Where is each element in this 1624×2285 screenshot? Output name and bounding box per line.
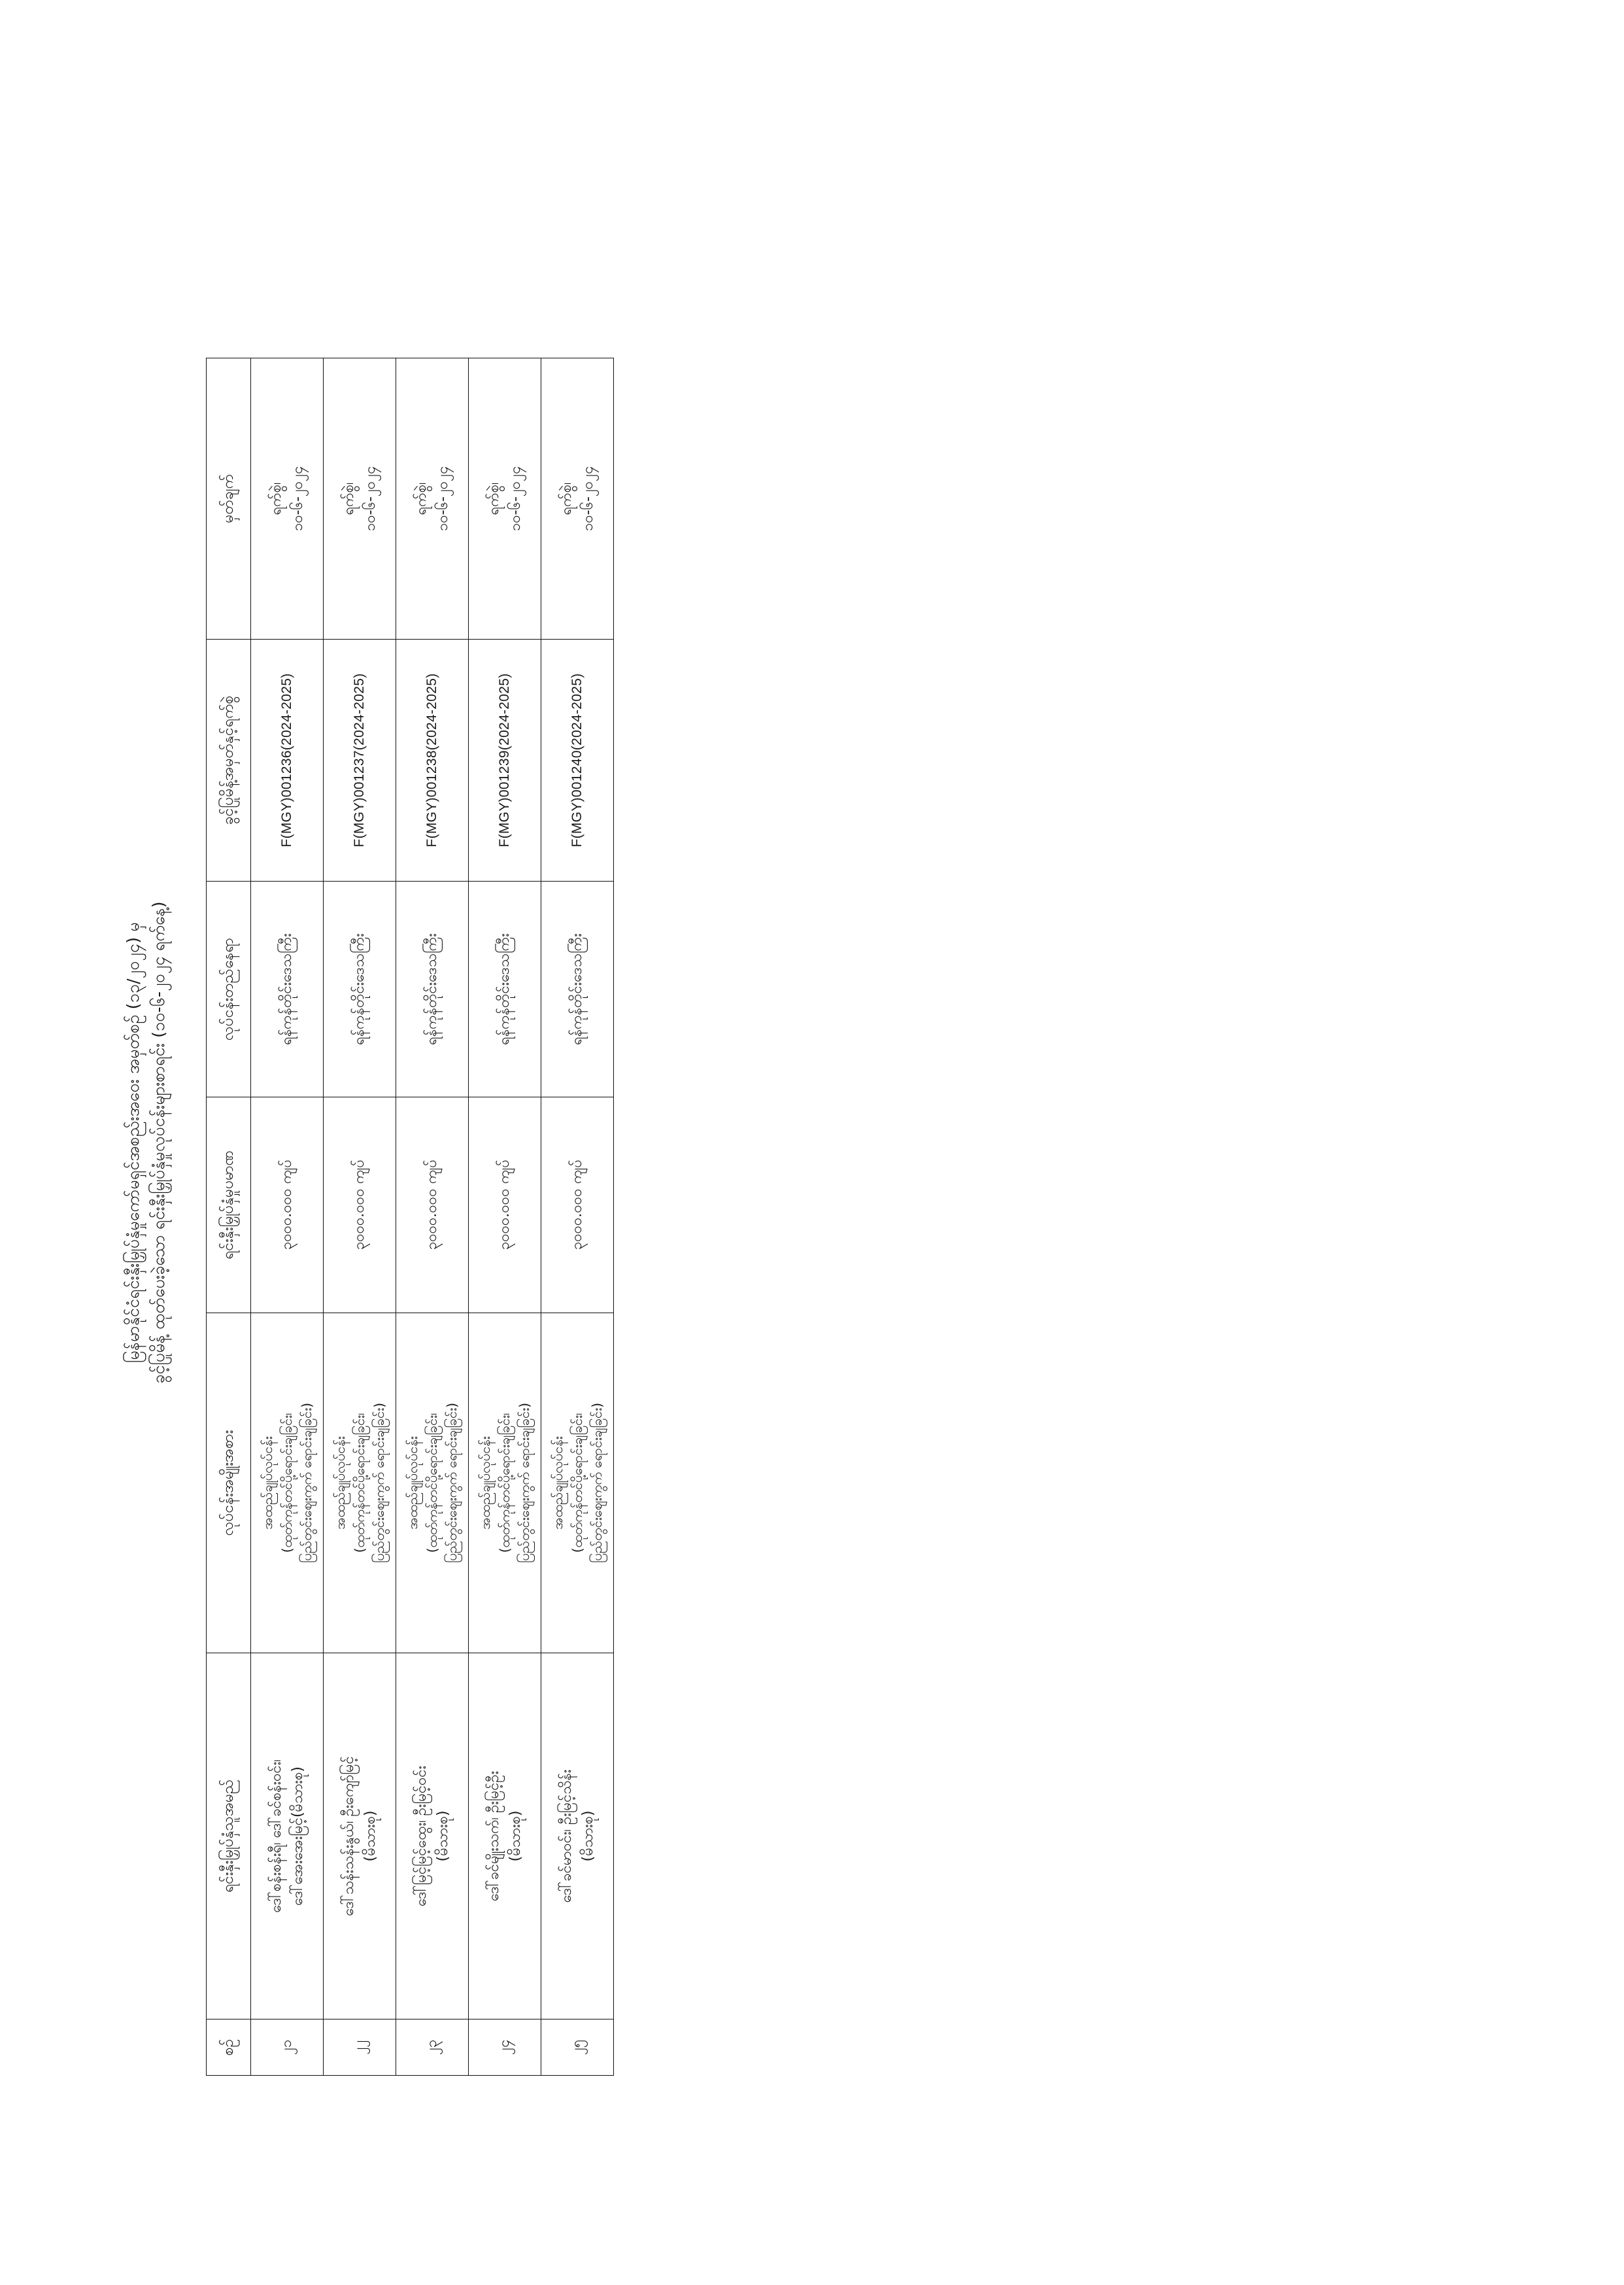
document-title xyxy=(121,132,172,2153)
investment-permits-table xyxy=(206,205,614,2076)
cell-amount: ၃၀၀ဝ.၀၀၀ ကျပ် xyxy=(323,1097,396,1313)
cell-location: ရန်ကုန်တိုင်းဒေသကြီး xyxy=(468,882,541,1097)
cell-business: အထည်ချုပ်လုပ်ငန်း (ထုတ်ကုန်တင်ပို့ရောင်းချခြင်း၊ ပြည်တွင်းဈေးကွက် ရောင်းချခြင်း) xyxy=(323,1313,396,1653)
column-header-business: လုပ်ငန်းအမျိုးအစား xyxy=(207,1313,251,1653)
column-header-location: လုပ်ငန်းတည်နေရာ xyxy=(207,882,251,1097)
cell-business: အထည်ချုပ်လုပ်ငန်း (ထုတ်ကုန်တင်ပို့ရောင်းချခြင်း၊ ပြည်တွင်းဈေးကွက် ရောင်းချခြင်း) xyxy=(541,1313,613,1653)
cell-location: ရန်ကုန်တိုင်းဒေသကြီး xyxy=(323,882,396,1097)
table-row xyxy=(396,205,468,2076)
column-header-permit-no: ခွင့်ပြုမိန့်အမှတ်နှင့်ရက်စွဲ xyxy=(207,640,251,882)
cell-amount: ၃၀၀ဝ.၀၀၀ ကျပ် xyxy=(468,1097,541,1313)
cell-permit-no: F(MGY)001240(2024-2025) xyxy=(541,640,613,882)
cell-amount: ၃၀၀ဝ.၀၀၀ ကျပ် xyxy=(541,1097,613,1313)
table-body xyxy=(250,205,613,2076)
cell-remark: ရက်စွဲ၊ ၁၀-၆-၂၀၂၄ xyxy=(541,358,613,640)
document-title-line-2: ခွင့်ပြုမိန့် ထုတ်ပေးခဲ့သော ရင်းနှီးမြှုပ်နှံမှုလုပ်ငန်းများစာရင်း (၁၀-၆-၂၀၂၄ ရက်နေ့) xyxy=(148,901,168,1384)
cell-no: ၂၃ xyxy=(396,2019,468,2076)
table-row xyxy=(323,205,396,2076)
column-header-investor: ရင်းနှီးမြှုပ်နှံသူအမည် xyxy=(207,1653,251,2019)
cell-amount: ၃၀၀ဝ.၀၀၀ ကျပ် xyxy=(250,1097,323,1313)
cell-investor: ဒေါ်ခင်မာဝင်း၊ ဦးမြင့်သိန်း (မိသားစု) xyxy=(541,1653,613,2019)
cell-location: ရန်ကုန်တိုင်းဒေသကြီး xyxy=(250,882,323,1097)
cell-business: အထည်ချုပ်လုပ်ငန်း (ထုတ်ကုန်တင်ပို့ရောင်းချခြင်း၊ ပြည်တွင်းဈေးကွက် ရောင်းချခြင်း) xyxy=(468,1313,541,1653)
cell-remark: ရက်စွဲ၊ ၁၀-၆-၂၀၂၄ xyxy=(323,358,396,640)
document-title-line-1: မြန်မာနိုင်ငံရင်းနှီးမြှုပ်နှံမှုကော်မရှင်အစည်းအဝေး အမှတ်စဉ် (၁၃/၂၀၂၄) မှ xyxy=(124,922,143,1363)
cell-investor: ဒေါ်မြင့်မြင့်ထွေး၊ ဦးမြင့်ဝင်း (မိသားစု) xyxy=(396,1653,468,2019)
cell-business: အထည်ချုပ်လုပ်ငန်း (ထုတ်ကုန်တင်ပို့ရောင်းချခြင်း၊ ပြည်တွင်းဈေးကွက် ရောင်းချခြင်း) xyxy=(250,1313,323,1653)
cell-permit-no: F(MGY)001238(2024-2025) xyxy=(396,640,468,882)
rotated-document-body xyxy=(109,132,1515,2153)
cell-location: ရန်ကုန်တိုင်းဒေသကြီး xyxy=(396,882,468,1097)
cell-permit-no: F(MGY)001236(2024-2025) xyxy=(250,640,323,882)
cell-no: ၂၅ xyxy=(541,2019,613,2076)
cell-amount: ၃၀၀ဝ.၀၀၀ ကျပ် xyxy=(396,1097,468,1313)
cell-no: ၂၄ xyxy=(468,2019,541,2076)
table-row xyxy=(468,205,541,2076)
cell-no: ၂၁ xyxy=(250,2019,323,2076)
table-header-row xyxy=(207,205,251,2076)
table-row xyxy=(541,205,613,2076)
column-header-amount: ရင်းနှီးမြှုပ်နှံမှုပမာဏ xyxy=(207,1097,251,1313)
cell-investor: ဒေါ်စန်းစန်းရီ၊ ဒေါ်ခင်စန်းဝင်း၊ ဒေါ်အေးအေးမြင့်(မိသားစု) xyxy=(250,1653,323,2019)
cell-no: ၂၂ xyxy=(323,2019,396,2076)
cell-remark: ရက်စွဲ၊ ၁၀-၆-၂၀၂၄ xyxy=(396,358,468,640)
cell-investor: ဒေါ်သန်းသန်းနွယ်၊ ဦးကျော်မြင့် (မိသားစု) xyxy=(323,1653,396,2019)
table-row xyxy=(250,205,323,2076)
cell-remark: ရက်စွဲ၊ ၁၀-၆-၂၀၂၄ xyxy=(468,358,541,640)
cell-permit-no: F(MGY)001237(2024-2025) xyxy=(323,640,396,882)
cell-location: ရန်ကုန်တိုင်းဒေသကြီး xyxy=(541,882,613,1097)
column-header-remark: မှတ်ချက် xyxy=(207,358,251,640)
cell-investor: ဒေါ်ခင်မျိုးသက်၊ ဦးမြင့်ဦး (မိသားစု) xyxy=(468,1653,541,2019)
cell-remark: ရက်စွဲ၊ ၁၀-၆-၂၀၂၄ xyxy=(250,358,323,640)
cell-business: အထည်ချုပ်လုပ်ငန်း (ထုတ်ကုန်တင်ပို့ရောင်းချခြင်း၊ ပြည်တွင်းဈေးကွက် ရောင်းချခြင်း) xyxy=(396,1313,468,1653)
cell-permit-no: F(MGY)001239(2024-2025) xyxy=(468,640,541,882)
column-header-no: စဉ် xyxy=(207,2019,251,2076)
